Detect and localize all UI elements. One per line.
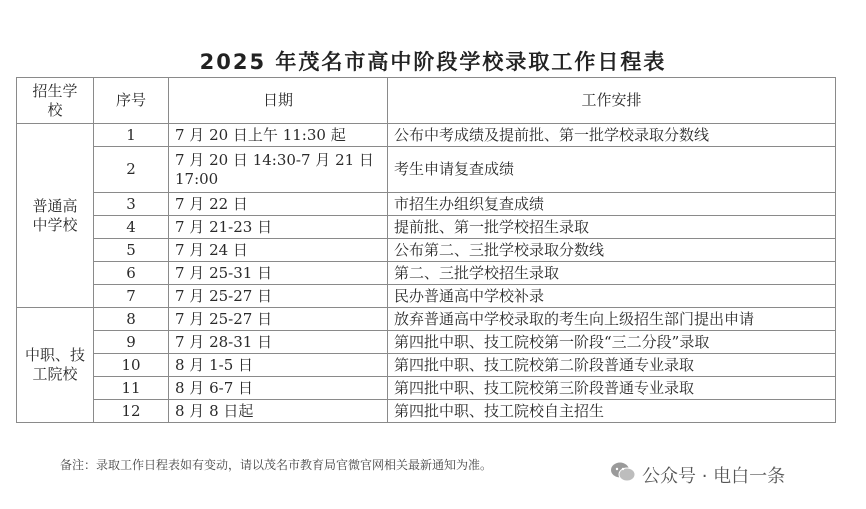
table-row bbox=[17, 354, 836, 377]
row-task: 民办普通高中学校补录 bbox=[388, 285, 836, 308]
row-task: 第四批中职、技工院校第二阶段普通专业录取 bbox=[388, 354, 836, 377]
wechat-icon bbox=[610, 461, 636, 488]
row-date: 7 月 24 日 bbox=[169, 239, 388, 262]
group-label-general: 普通高中学校 bbox=[17, 124, 94, 308]
row-task: 第四批中职、技工院校自主招生 bbox=[388, 400, 836, 423]
row-task: 第四批中职、技工院校第一阶段“三二分段”录取 bbox=[388, 331, 836, 354]
row-seq: 8 bbox=[94, 308, 169, 331]
header-seq: 序号 bbox=[94, 78, 169, 124]
header-date: 日期 bbox=[169, 78, 388, 124]
row-task: 公布第二、三批学校录取分数线 bbox=[388, 239, 836, 262]
row-seq: 11 bbox=[94, 377, 169, 400]
header-row bbox=[17, 78, 836, 124]
header-task: 工作安排 bbox=[388, 78, 836, 124]
row-date: 7 月 28-31 日 bbox=[169, 331, 388, 354]
row-task: 提前批、第一批学校招生录取 bbox=[388, 216, 836, 239]
row-date: 7 月 25-27 日 bbox=[169, 308, 388, 331]
row-seq: 9 bbox=[94, 331, 169, 354]
group-label-vocational: 中职、技工院校 bbox=[17, 308, 94, 423]
header-school-type: 招生学校 bbox=[17, 78, 94, 124]
row-seq: 12 bbox=[94, 400, 169, 423]
watermark-text: 公众号 · 电白一条 bbox=[642, 465, 786, 487]
row-task: 第二、三批学校招生录取 bbox=[388, 262, 836, 285]
row-date: 7 月 20 日上午 11:30 起 bbox=[169, 124, 388, 147]
row-date: 8 月 1-5 日 bbox=[169, 354, 388, 377]
table-row bbox=[17, 331, 836, 354]
row-seq: 4 bbox=[94, 216, 169, 239]
row-seq: 1 bbox=[94, 124, 169, 147]
table-row bbox=[17, 308, 836, 331]
footnote: 备注：录取工作日程表如有变动，请以茂名市教育局官微官网相关最新通知为准。 bbox=[60, 458, 493, 472]
row-date: 8 月 6-7 日 bbox=[169, 377, 388, 400]
table-row bbox=[17, 216, 836, 239]
table-row bbox=[17, 147, 836, 193]
row-seq: 5 bbox=[94, 239, 169, 262]
row-task: 第四批中职、技工院校第三阶段普通专业录取 bbox=[388, 377, 836, 400]
row-seq: 10 bbox=[94, 354, 169, 377]
row-seq: 6 bbox=[94, 262, 169, 285]
row-task: 放弃普通高中学校录取的考生向上级招生部门提出申请 bbox=[388, 308, 836, 331]
table-row bbox=[17, 262, 836, 285]
row-date: 8 月 8 日起 bbox=[169, 400, 388, 423]
row-seq: 3 bbox=[94, 193, 169, 216]
table-row bbox=[17, 377, 836, 400]
table-row bbox=[17, 124, 836, 147]
row-task: 公布中考成绩及提前批、第一批学校录取分数线 bbox=[388, 124, 836, 147]
row-date: 7 月 20 日 14:30-7 月 21 日 17:00 bbox=[169, 147, 388, 193]
row-date: 7 月 25-31 日 bbox=[169, 262, 388, 285]
row-date: 7 月 22 日 bbox=[169, 193, 388, 216]
row-seq: 7 bbox=[94, 285, 169, 308]
row-date: 7 月 21-23 日 bbox=[169, 216, 388, 239]
table-row bbox=[17, 285, 836, 308]
table-row bbox=[17, 400, 836, 423]
row-seq: 2 bbox=[94, 147, 169, 193]
schedule-table bbox=[16, 77, 836, 423]
table-row bbox=[17, 193, 836, 216]
row-task: 市招生办组织复查成绩 bbox=[388, 193, 836, 216]
page-title: 2025 年茂名市高中阶段学校录取工作日程表 bbox=[199, 50, 667, 74]
row-date: 7 月 25-27 日 bbox=[169, 285, 388, 308]
table-row bbox=[17, 239, 836, 262]
watermark bbox=[610, 461, 785, 488]
row-task: 考生申请复查成绩 bbox=[388, 147, 836, 193]
